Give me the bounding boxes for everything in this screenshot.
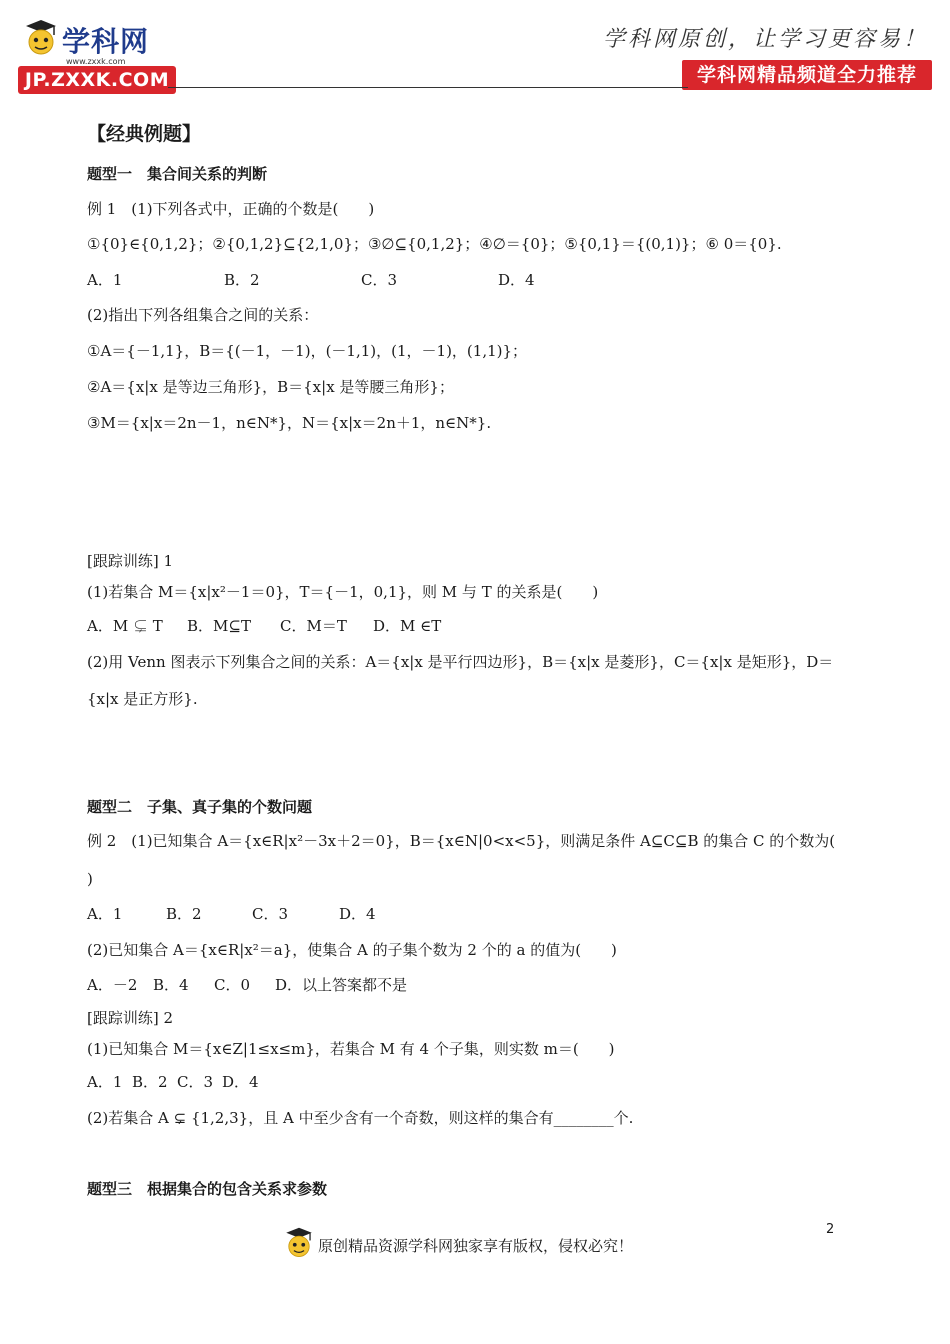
example2-question1-cont: ) [87,870,93,888]
example2-question1: 例 2 (1)已知集合 A＝{x∈R|x²－3x＋2＝0}，B＝{x∈N|0<x<5}，则满足条件 A⊆C⊆B 的集合 C 的个数为( [87,832,836,850]
type2-heading: 题型二 子集、真子集的个数问题 [87,798,313,816]
option-c: C．M＝T [280,617,347,635]
option-d: D．M ∈T [373,617,442,635]
example1-item3: ③M＝{x|x＝2n－1，n∈N*}，N＝{x|x＝2n＋1，n∈N*}. [87,414,492,432]
option-d: D．以上答案都不是 [275,976,408,994]
example2-question2: (2)已知集合 A＝{x∈R|x²＝a}，使集合 A 的子集个数为 2 个的 a 的值为( ) [87,941,617,959]
example1-question1: 例 1 (1)下列各式中，正确的个数是( ) [87,200,375,218]
option-a: A．1 [87,1073,123,1091]
logo-text: 学科网 [62,25,150,58]
training1-question1: (1)若集合 M＝{x|x²－1＝0}，T＝{－1，0,1}，则 M 与 T 的关系是( ) [87,583,599,601]
option-c: C．3 [252,905,289,923]
option-c: C．3 [177,1073,214,1091]
option-b: B．2 [132,1073,168,1091]
training1-label: [跟踪训练] 1 [87,552,174,570]
header-slogan: 学科网原创，让学习更容易！ [602,27,928,52]
example2-options1 [87,904,376,924]
option-a: A．1 [87,905,123,923]
header-slogan-badge: 学科网精品频道全力推荐 [682,60,932,90]
training2-options [87,1072,259,1092]
example1-statement-list: ①{0}∈{0,1,2}；②{0,1,2}⊆{2,1,0}；③∅⊆{0,1,2}；④∅＝{0}；⑤{0,1}＝{(0,1)}；⑥ 0＝{0}. [87,235,782,253]
type1-heading: 题型一 集合间关系的判断 [87,165,268,183]
example1-options [87,270,535,290]
header-divider [168,87,688,88]
option-a: A．M ⊊ T [87,617,163,635]
training2-question2: (2)若集合 A ⊊ {1,2,3}，且 A 中至少含有一个奇数，则这样的集合有________个. [87,1109,634,1127]
training2-label: [跟踪训练] 2 [87,1009,174,1027]
example1-question2: (2)指出下列各组集合之间的关系： [87,306,319,324]
option-c: C．3 [361,271,398,289]
mascot-icon [24,18,58,58]
example2-options2 [87,975,407,995]
option-b: B．4 [153,976,189,994]
page-header [0,0,950,100]
section-title: 【经典例题】 [87,123,202,145]
example1-item2: ②A＝{x|x 是等边三角形}，B＝{x|x 是等腰三角形}； [87,378,454,396]
training1-question2-cont: {x|x 是正方形}. [87,690,198,708]
training1-options [87,616,441,636]
logo-url: www.zxxk.com [66,57,126,66]
option-c: C．0 [214,976,251,994]
example1-item1: ①A＝{－1,1}，B＝{(－1，－1)，(－1,1)，(1，－1)，(1,1)}； [87,342,528,360]
mascot-icon [284,1226,314,1260]
training1-question2: (2)用 Venn 图表示下列集合之间的关系：A＝{x|x 是平行四边形}，B＝{x|x 是菱形}，C＝{x|x 是矩形}，D＝ [87,653,834,671]
training2-question1: (1)已知集合 M＝{x∈Z|1≤x≤m}，若集合 M 有 4 个子集，则实数 m＝( ) [87,1040,615,1058]
site-logo[interactable] [18,14,183,96]
option-b: B．M⊆T [187,617,251,635]
logo-badge: JP.ZXXK.COM [18,66,176,94]
option-d: D．4 [339,905,376,923]
option-d: D．4 [222,1073,259,1091]
option-a: A．1 [87,271,123,289]
option-a: A．－2 [87,976,138,994]
type3-heading: 题型三 根据集合的包含关系求参数 [87,1180,328,1198]
option-b: B．2 [166,905,202,923]
option-b: B．2 [224,271,260,289]
page-number: 2 [826,1222,835,1237]
copyright-notice: 原创精品资源学科网独家享有版权，侵权必究！ [318,1237,634,1255]
option-d: D．4 [498,271,535,289]
